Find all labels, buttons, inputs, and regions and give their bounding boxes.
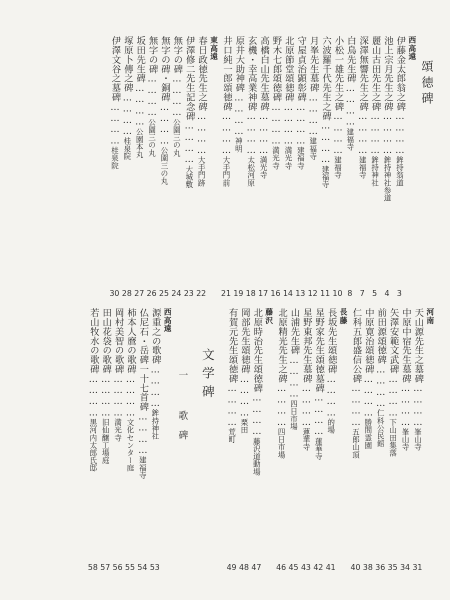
entry-location: 建福寺 — [138, 456, 148, 480]
page-number: 12 — [307, 289, 318, 298]
entry-title: 伊藤金太郎翁之碑 — [394, 36, 406, 112]
page-number: 26 — [146, 289, 157, 298]
entry-location: 建福寺 — [296, 146, 306, 170]
leader-dots: ………… — [288, 355, 300, 400]
entry-title: 中原寛治頌徳碑 — [362, 308, 374, 374]
toc-entry — [282, 36, 294, 300]
entry-location: 蓮華寺 — [314, 437, 324, 461]
page-number: 46 — [276, 563, 287, 572]
entry-location: 旧仙醸工場庭 — [101, 418, 111, 465]
entry-location: 満光寺 — [113, 418, 123, 442]
page-number: 34 — [400, 563, 410, 572]
page-number: 24 — [171, 289, 182, 298]
entry-location: 荒町 — [227, 428, 237, 444]
toc-entry — [312, 308, 324, 574]
entry-location: 四日市場 — [277, 428, 287, 459]
leader-dots: ………… — [134, 83, 146, 128]
page-number: 48 — [238, 563, 249, 572]
toc-entry — [111, 308, 123, 574]
leader-dots: ………… — [270, 101, 282, 147]
page-number: 35 — [387, 563, 398, 572]
page-number: 4 — [384, 289, 390, 298]
leader-dots: ………… — [412, 383, 424, 429]
toc-entry — [344, 36, 356, 300]
entry-title: 無字の碑 — [146, 36, 158, 74]
entry-title: 源重之の歌碑 — [149, 308, 161, 365]
region-label: 西高遠 — [407, 36, 417, 61]
leader-dots: ………… — [220, 111, 232, 157]
entry-title: 井口純一郎頌徳碑 — [220, 36, 232, 112]
toc-entry — [399, 308, 411, 574]
entry-location: 建福寺 — [321, 165, 331, 189]
leader-dots: ………… — [238, 373, 250, 419]
page-number: 57 — [100, 563, 111, 572]
page-number: 21 — [220, 289, 231, 298]
region-label: 西高遠 — [163, 308, 173, 333]
entry-title: 高橋白山先生墓碑 — [258, 36, 270, 112]
entry-title: 小松一雄先生之碑 — [332, 36, 344, 112]
entry-location: 鉾持神社 — [370, 156, 380, 187]
entry-location: 公園三の丸 — [159, 146, 169, 185]
page-number: 11 — [320, 289, 331, 298]
toc-entry — [324, 308, 336, 574]
column-spacer — [189, 308, 197, 574]
entry-location: 峯山寺 — [401, 428, 411, 451]
entry-title: 伊澤文谷之墓碑 — [109, 36, 121, 102]
entry-title: 有賀元先生頌徳碑 — [226, 308, 238, 384]
entry-title: 無字の碑 — [171, 36, 183, 74]
leader-dots: ………… — [387, 373, 399, 419]
page-number: 49 — [226, 563, 237, 572]
page-number: 23 — [183, 289, 194, 298]
page-number: 55 — [125, 563, 135, 572]
page-number: 58 — [87, 563, 98, 572]
entry-title: 無字の碑・銅碑 — [158, 36, 170, 102]
toc-entry — [386, 308, 398, 574]
entry-location: 桂泉院 — [122, 137, 132, 161]
entry-title: 山浦先生碑 — [288, 308, 300, 355]
toc-entry — [349, 308, 361, 574]
entry-location: 大手門前 — [221, 156, 231, 187]
leader-dots: ………… — [196, 111, 208, 157]
entry-location: 鉾持翁道 — [395, 156, 405, 187]
toc-entry — [245, 36, 257, 300]
leader-dots: ………… — [109, 101, 121, 147]
toc-entry — [319, 36, 331, 300]
entry-location: 黒河内太郎氏邸 — [88, 418, 98, 472]
leader-dots: ………… — [233, 92, 245, 138]
toc-entry — [87, 308, 99, 574]
toc-entry — [183, 36, 195, 300]
leader-dots: ………… — [375, 364, 387, 410]
leader-dots: ………… — [369, 111, 381, 157]
leader-dots: ………… — [320, 120, 332, 166]
entry-title: 柿本人麿の歌碑 — [124, 308, 136, 374]
page-number: 28 — [121, 289, 132, 298]
entry-location: 下山田集落 — [388, 418, 398, 457]
page-number: 5 — [372, 289, 378, 298]
toc-entry — [136, 308, 148, 574]
entry-location: 文化センター庭 — [125, 418, 135, 472]
entry-location: 峯山寺 — [413, 428, 423, 451]
leader-dots: ………… — [313, 392, 325, 438]
page-number: 47 — [251, 563, 262, 572]
entry-title: 若山牧水の歌碑 — [87, 308, 99, 374]
leader-dots: ………… — [100, 373, 112, 419]
page-number: 45 — [288, 563, 299, 572]
toc-entry — [108, 36, 120, 300]
region-label: 藤沢 — [264, 308, 274, 325]
toc-entry — [374, 308, 386, 574]
toc-entry — [356, 36, 368, 300]
toc-entry — [133, 36, 145, 300]
toc-entry — [145, 36, 157, 300]
entry-location: 建福寺 — [358, 156, 368, 179]
entry-location: 満光寺 — [271, 146, 281, 170]
page-number: 17 — [258, 289, 269, 298]
entry-title: 天山源先生之墓碑 — [412, 308, 424, 384]
page-number: 14 — [282, 289, 293, 298]
entry-title: 池上宗月先生之碑 — [382, 36, 394, 112]
page-number: 18 — [245, 289, 256, 298]
entry-title: 春日政徳先生之碑 — [196, 36, 208, 112]
entry-title: 矢澤安範文武碑 — [387, 308, 399, 374]
entry-title: 原井大助神碑 — [233, 36, 245, 93]
leader-dots: ………… — [146, 73, 158, 119]
entry-title: 北原精光先生之碑 — [276, 308, 288, 384]
page-number: 27 — [134, 289, 145, 298]
page-number: 40 — [350, 563, 361, 572]
entry-title: 月峯先生墓碑 — [307, 36, 319, 93]
toc-entry — [257, 36, 269, 300]
leader-dots: ………… — [332, 111, 344, 157]
page-number: 19 — [233, 289, 244, 298]
page-number: 42 — [313, 563, 324, 572]
leader-dots: ………… — [226, 383, 238, 429]
entry-title: 伊澤修二先生記念碑 — [183, 36, 195, 121]
leader-dots: ………… — [382, 111, 394, 157]
leader-dots: ………… — [362, 373, 374, 419]
entry-title: 麗山古田先生之碑 — [369, 36, 381, 112]
leader-dots: ………… — [137, 411, 149, 457]
entry-location: 公園三の丸 — [172, 118, 182, 157]
top-block — [16, 36, 436, 300]
toc-entry — [411, 308, 423, 574]
leader-dots: ………… — [300, 383, 312, 429]
entry-location: 五郎山頂 — [351, 428, 361, 459]
entry-location: 蓮華寺 — [301, 428, 311, 451]
toc-entry — [368, 36, 380, 300]
toc-entry — [225, 308, 237, 574]
toc-entry — [149, 308, 161, 574]
page-number: 7 — [359, 289, 365, 298]
leader-dots: ………… — [87, 373, 99, 419]
entry-title: 白鳥先生碑 — [344, 36, 356, 83]
leader-dots: ………… — [344, 83, 356, 128]
page-number: 10 — [332, 289, 343, 298]
entry-title: 深澤無響先生之碑 — [357, 36, 369, 112]
leader-dots: ………… — [400, 383, 412, 429]
page-number: 41 — [325, 563, 336, 572]
entry-location: 太松河原 — [246, 156, 256, 187]
leader-dots: ………… — [295, 101, 307, 147]
entry-location: 大城敷 — [184, 165, 194, 189]
entry-title: 前田源頌徳碑 — [375, 308, 387, 365]
page-number: 30 — [109, 289, 120, 298]
entry-location: 満光寺 — [283, 146, 293, 170]
leader-dots: ………… — [245, 111, 257, 157]
toc-entry — [287, 308, 299, 574]
entry-title: 岡村美智の歌碑 — [112, 308, 124, 374]
leader-dots: ………… — [282, 101, 294, 147]
page-number: 31 — [412, 563, 423, 572]
entry-location: 神明 — [234, 137, 244, 153]
page-number: 36 — [375, 563, 386, 572]
leader-dots: ………… — [307, 92, 319, 138]
leader-dots: ………… — [112, 373, 124, 419]
entry-title: 星野家先生頌徳墓碑 — [313, 308, 325, 393]
toc-entry — [195, 36, 207, 300]
toc-entry — [331, 36, 343, 300]
page-number: 53 — [149, 563, 160, 572]
entry-location: 建福寺 — [333, 156, 343, 179]
toc-entry — [275, 308, 287, 574]
toc-entry — [362, 308, 374, 574]
entry-title: 塚原卜傳之碑 — [121, 36, 133, 93]
page-number: 16 — [270, 289, 281, 298]
page-number: 8 — [347, 289, 353, 298]
page-number: 54 — [137, 563, 148, 572]
region-label: 東高遠 — [209, 36, 219, 61]
entry-title: 長坂先生頌徳碑 — [325, 308, 337, 374]
entry-location: 建福寺 — [345, 127, 355, 151]
leader-dots: ………… — [158, 101, 170, 147]
entry-title: 北原節堂頌徳碑 — [282, 36, 294, 102]
entry-title: 田山花袋の歌碑 — [100, 308, 112, 374]
page-heading: 頌徳碑 — [420, 60, 434, 108]
entry-title: 守屋貞治顕彰碑 — [295, 36, 307, 102]
entry-location: 勝間霊園 — [363, 418, 373, 450]
page-number: 43 — [300, 563, 311, 572]
toc-entry — [158, 36, 170, 300]
leader-dots: ………… — [394, 111, 406, 157]
entry-title: 野木七郎頌徳碑 — [270, 36, 282, 102]
entry-title: 仏尼石・岳碑一十七首碑 — [137, 308, 149, 412]
entry-title: 星野東邦先生墓碑 — [300, 308, 312, 384]
leader-dots: ………… — [357, 111, 369, 157]
entry-location: 仁科公民館 — [376, 409, 386, 448]
toc-entry — [232, 36, 244, 300]
section-heading: 文学碑 — [200, 348, 216, 404]
leader-dots: ………… — [171, 73, 183, 119]
entry-location: 鉾持神社参道 — [383, 156, 393, 202]
toc-entry — [306, 36, 318, 300]
leader-dots: ………… — [258, 111, 270, 157]
region-label: 長藤 — [339, 308, 349, 325]
entry-location: 栗田 — [239, 418, 249, 434]
toc-entry — [99, 308, 111, 574]
entry-location: 的場 — [326, 418, 336, 434]
entry-title: 六波羅千代先生之碑 — [320, 36, 332, 121]
entry-title: 岡部先生頌徳碑 — [238, 308, 250, 374]
toc-entry — [250, 308, 262, 574]
leader-dots: ………… — [251, 392, 263, 438]
toc-entry — [238, 308, 250, 574]
leader-dots: ………… — [276, 383, 288, 429]
column-spacer — [217, 308, 225, 574]
page-number: 56 — [112, 563, 123, 572]
page-number: 3 — [396, 289, 402, 298]
toc-entry — [294, 36, 306, 300]
toc-entry — [220, 36, 232, 300]
entry-location: 満光寺 — [259, 156, 269, 179]
page-number: 13 — [295, 289, 306, 298]
region-label: 河南 — [425, 308, 435, 325]
toc-entry — [300, 308, 312, 574]
toc-entry — [269, 36, 281, 300]
toc-entry — [381, 36, 393, 300]
page-number: 22 — [196, 289, 207, 298]
entry-location: 大手門跡 — [197, 156, 207, 187]
leader-dots: ………… — [350, 383, 362, 429]
toc-entry — [170, 36, 182, 300]
entry-title: 北原時治先生頌徳碑 — [251, 308, 263, 393]
entry-title: 中原中宿先生墓碑 — [400, 308, 412, 384]
entry-location: 藤沢道動場 — [252, 437, 262, 476]
entry-location: 公園本丸 — [135, 127, 145, 159]
entry-location: 建福寺 — [308, 137, 318, 161]
leader-dots: ………… — [183, 120, 195, 166]
toc-entry — [393, 36, 405, 300]
entry-location: 鉾持神社 — [150, 409, 160, 440]
leader-dots: ………… — [149, 364, 161, 410]
entry-location: 桂泉院 — [110, 146, 120, 170]
entry-title: 玄機・幸高業神碑 — [245, 36, 257, 112]
page-number: 25 — [159, 289, 169, 298]
toc-entry — [124, 308, 136, 574]
leader-dots: ………… — [124, 373, 136, 419]
entry-location: 四日市場 — [289, 399, 299, 431]
subsection-heading: 一 歌碑 — [176, 370, 188, 450]
page-number: 38 — [362, 563, 373, 572]
entry-title: 坂田先生碑 — [134, 36, 146, 83]
leader-dots: ………… — [325, 373, 337, 419]
entry-location: 公園三の丸 — [147, 118, 157, 157]
bottom-block — [16, 308, 436, 574]
leader-dots: ………… — [121, 92, 133, 138]
entry-title: 仁科五郎盛信公碑 — [350, 308, 362, 384]
toc-entry — [121, 36, 133, 300]
